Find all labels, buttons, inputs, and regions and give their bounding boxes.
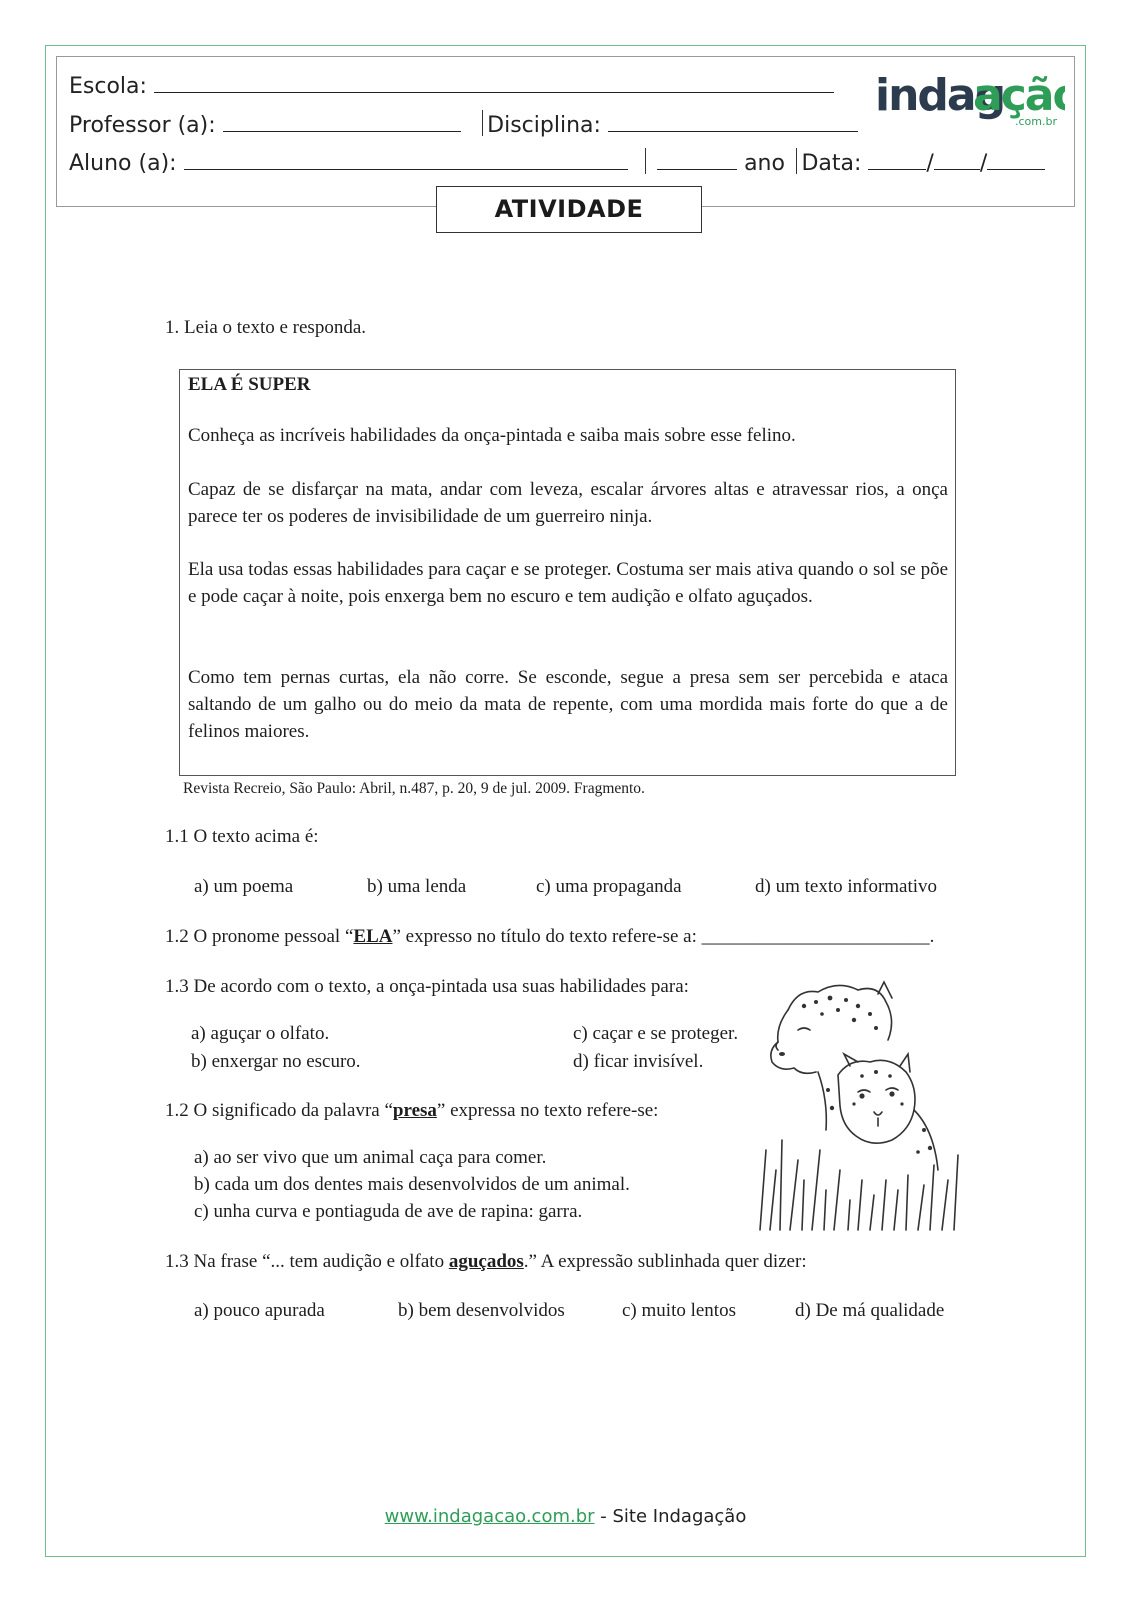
option-b[interactable]: b) uma lenda	[367, 876, 467, 897]
option-b[interactable]: b) bem desenvolvidos	[398, 1300, 565, 1321]
text-title: ELA É SUPER	[188, 374, 311, 395]
q1-2-before: 1.2 O pronome pessoal “	[165, 926, 354, 947]
jaguar-illustration	[758, 980, 968, 1235]
q1-2-word: ELA	[353, 926, 393, 947]
logo-text-green: açã	[973, 70, 1053, 121]
option-c[interactable]: c) uma propaganda	[536, 876, 682, 897]
text-source: Revista Recreio, São Paulo: Abril, n.487, p. 20, 9 de jul. 2009. Fragmento.	[183, 780, 645, 797]
separator	[482, 110, 484, 136]
separator	[645, 148, 647, 174]
q1-3-question: 1.3 De acordo com o texto, a onça-pintada usa suas habilidades para:	[165, 976, 689, 997]
logo-subtext: .com.br	[1015, 115, 1057, 128]
aluno-label: Aluno (a):	[69, 151, 177, 176]
option-c[interactable]: c) muito lentos	[622, 1300, 736, 1321]
ano-label: ano	[744, 151, 785, 176]
indagacao-logo	[875, 66, 1065, 132]
q1-5-word: aguçados	[448, 1251, 524, 1272]
data-label: Data:	[801, 151, 862, 176]
paragraph: Conheça as incríveis habilidades da onça-pintada e saiba mais sobre esse felino.	[188, 425, 796, 446]
footer-suffix: - Site Indagação	[594, 1506, 747, 1527]
q1-2-question	[165, 926, 934, 948]
option-c[interactable]: c) caçar e se proteger.	[573, 1023, 739, 1044]
option-b[interactable]: b) enxergar no escuro.	[191, 1051, 361, 1072]
escola-field[interactable]	[154, 72, 834, 93]
option-a[interactable]: a) ao ser vivo que um animal caça para comer.	[194, 1147, 547, 1168]
q1-1-question: 1.1 O texto acima é:	[165, 826, 319, 847]
paragraph: Como tem pernas curtas, ela não corre. Se esconde, segue a presa sem ser percebida e ataca saltando de um galho ou do meio da mata de repente, com uma mordida mais forte do que a de felinos maiores.	[188, 667, 948, 742]
option-a[interactable]: a) um poema	[194, 876, 294, 897]
escola-line	[69, 72, 834, 99]
paragraph: Capaz de se disfarçar na mata, andar com leveza, escalar árvores altas e atravessar rios, a onça parece ter os poderes de invisibilidade de um guerreiro ninja.	[188, 479, 948, 527]
page-border	[45, 45, 1086, 1557]
logo-graphic	[875, 66, 1065, 128]
option-c[interactable]: c) unha curva e pontiaguda de ave de rapina: garra.	[194, 1201, 583, 1222]
logo-text-dark: indag	[875, 70, 1005, 121]
site-link[interactable]: www.indagacao.com.br	[384, 1506, 595, 1527]
professor-field[interactable]	[223, 111, 461, 132]
professor-label: Professor (a):	[69, 113, 216, 138]
q1-5-before: 1.3 Na frase “... tem audição e olfato	[165, 1251, 449, 1272]
option-d[interactable]: d) De má qualidade	[795, 1300, 945, 1321]
disciplina-label: Disciplina:	[487, 113, 601, 138]
date-separator: /	[979, 151, 988, 176]
separator	[796, 148, 798, 174]
escola-label: Escola:	[69, 74, 147, 99]
aluno-field[interactable]	[184, 149, 628, 170]
q1-4-word: presa	[392, 1100, 437, 1121]
q1-instruction: 1. Leia o texto e responda.	[165, 317, 367, 338]
q1-5-after: .” A expressão sublinhada quer dizer:	[523, 1251, 807, 1272]
q1-5-question	[165, 1251, 807, 1273]
q1-4-question	[165, 1100, 658, 1122]
option-a[interactable]: a) pouco apurada	[194, 1300, 325, 1321]
paragraph: Ela usa todas essas habilidades para caçar e se proteger. Costuma ser mais ativa quando o sol se põe e pode caçar à noite, pois enxerga bem no escuro e tem audição e olfato aguçados.	[188, 559, 948, 607]
date-separator: /	[926, 151, 934, 176]
day-field[interactable]	[868, 149, 926, 170]
disciplina-field[interactable]	[608, 111, 858, 132]
q1-2-after: ” expresso no título do texto refere-se a: ________________________.	[392, 926, 935, 947]
month-field[interactable]	[934, 149, 980, 170]
option-b[interactable]: b) cada um dos dentes mais desenvolvidos de um animal.	[194, 1174, 630, 1195]
year-field[interactable]	[987, 149, 1045, 170]
q1-4-before: 1.2 O significado da palavra “	[165, 1100, 393, 1121]
professor-line	[69, 110, 858, 138]
activity-title: ATIVIDADE	[436, 186, 702, 233]
option-a[interactable]: a) aguçar o olfato.	[191, 1023, 330, 1044]
ano-field[interactable]	[657, 149, 737, 170]
option-d[interactable]: d) ficar invisível.	[573, 1051, 704, 1072]
footer	[0, 1506, 1131, 1527]
option-d[interactable]: d) um texto informativo	[755, 876, 938, 897]
q1-4-after: ” expressa no texto refere-se:	[436, 1100, 659, 1121]
aluno-line	[69, 148, 1045, 176]
